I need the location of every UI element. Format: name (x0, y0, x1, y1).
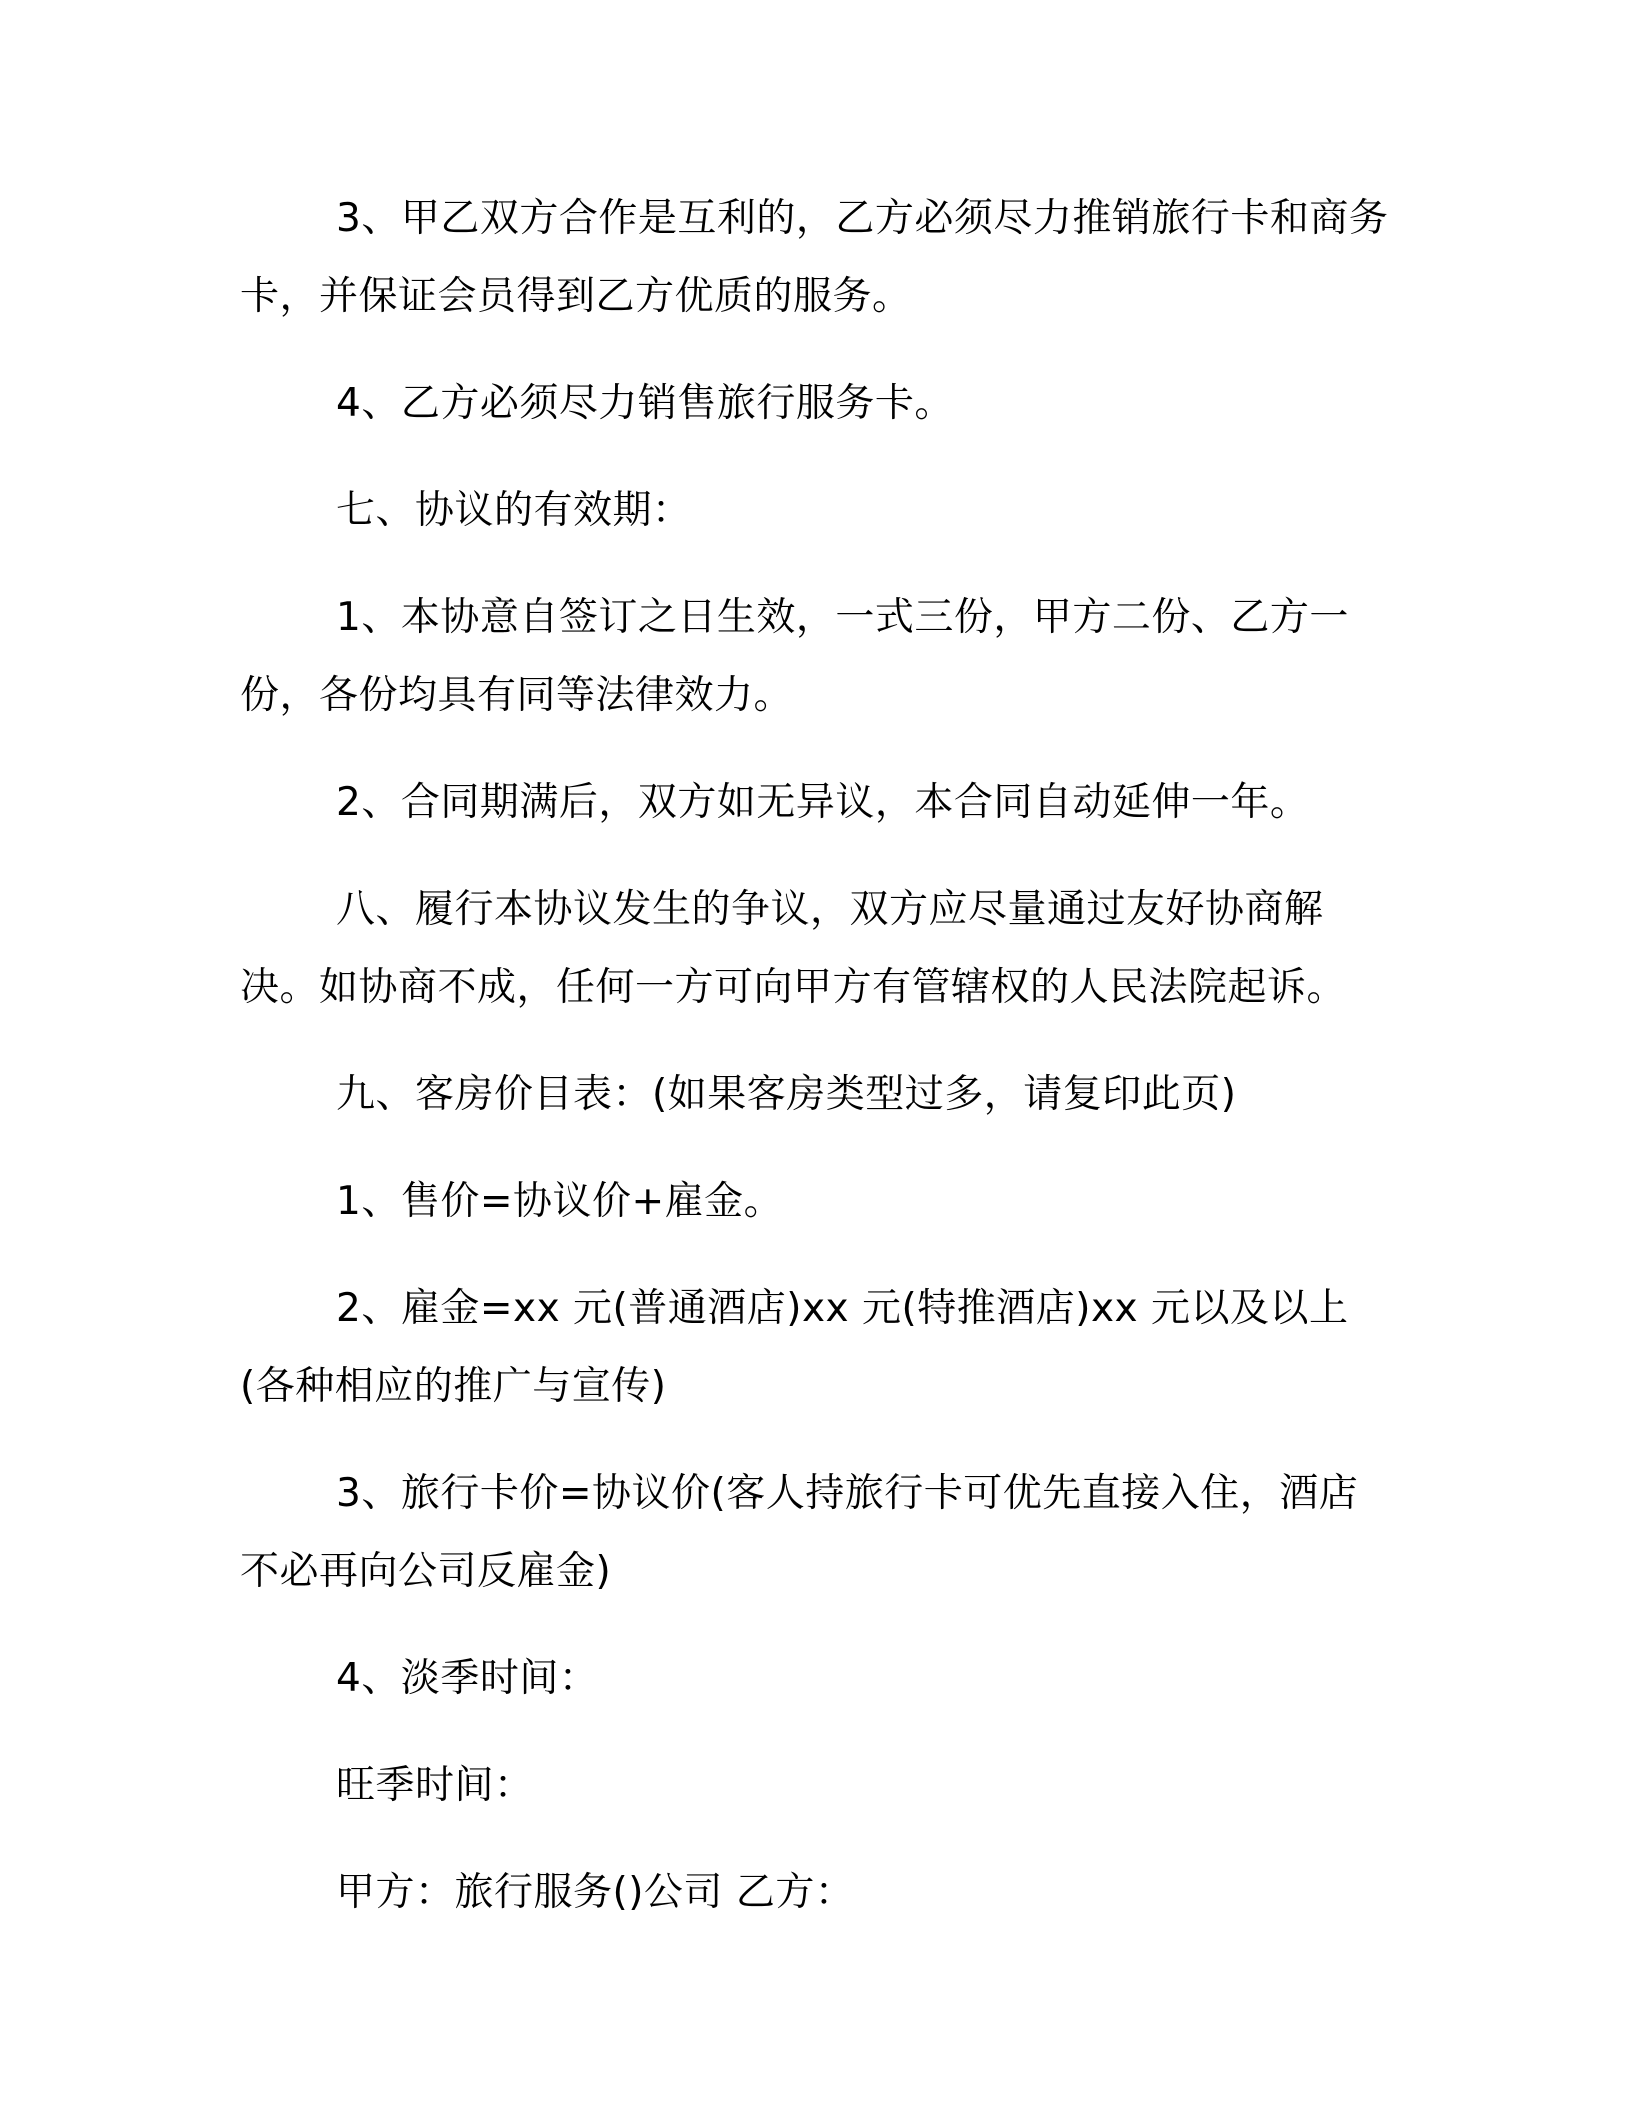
paragraph-price-2: 2、雇金=xx 元(普通酒店)xx 元(特推酒店)xx 元以及以上(各种相应的推广与宣传) (240, 1286, 1349, 1409)
paragraph-validity-1: 1、本协意自签订之日生效，一式三份，甲方二份、乙方一份，各份均具有同等法律效力。 (240, 595, 1349, 718)
paragraph-peak-season: 旺季时间： (336, 1763, 534, 1808)
paragraph-clause-4-sales: 4、乙方必须尽力销售旅行服务卡。 (336, 381, 954, 426)
section-heading-price-list: 九、客房价目表：(如果客房类型过多，请复印此页) (336, 1072, 1237, 1117)
section-heading-disputes: 八、履行本协议发生的争议，双方应尽量通过友好协商解决。如协商不成，任何一方可向甲方有管辖权的人民法院起诉。 (240, 887, 1347, 1010)
paragraph-price-1: 1、售价=协议价+雇金。 (336, 1179, 784, 1224)
paragraph-validity-2: 2、合同期满后，双方如无异议，本合同自动延伸一年。 (336, 780, 1310, 825)
document-body (240, 180, 1390, 1932)
section-heading-validity: 七、协议的有效期： (336, 488, 692, 533)
paragraph-clause-3-cooperation: 3、甲乙双方合作是互利的，乙方必须尽力推销旅行卡和商务卡，并保证会员得到乙方优质的服务。 (240, 196, 1389, 319)
paragraph-low-season: 4、淡季时间： (336, 1656, 599, 1701)
signature-line: 甲方：旅行服务()公司 乙方： (336, 1870, 855, 1915)
paragraph-price-3: 3、旅行卡价=协议价(客人持旅行卡可优先直接入住，酒店不必再向公司反雇金) (240, 1471, 1359, 1594)
